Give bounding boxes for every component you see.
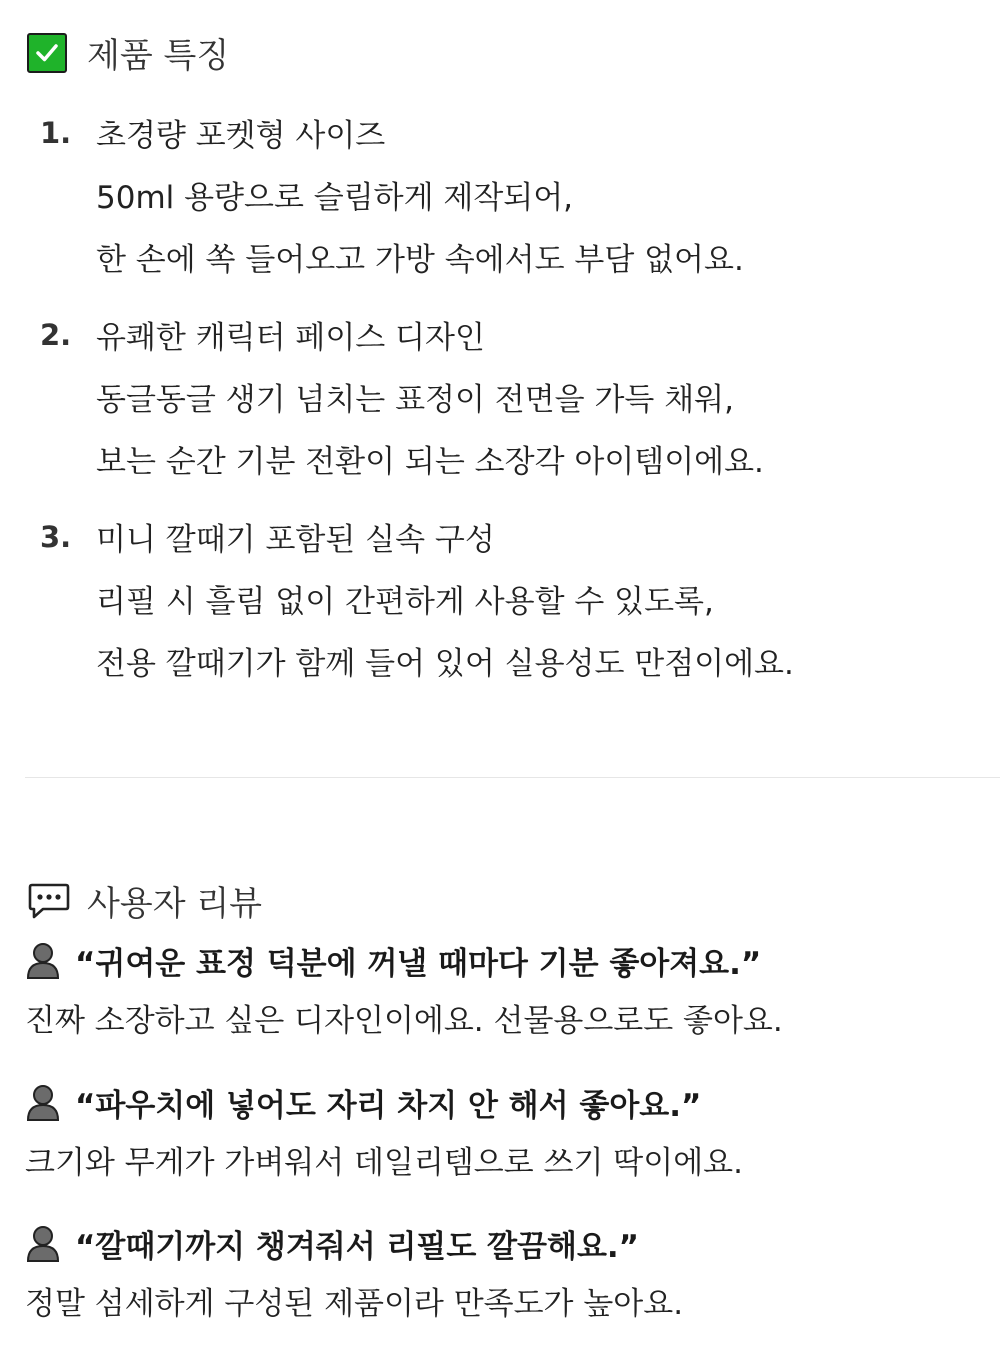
feature-description-line: 전용 깔때기가 함께 들어 있어 실용성도 만점이에요. (96, 646, 794, 682)
feature-description-line: 리필 시 흘림 없이 간편하게 사용할 수 있도록, (96, 584, 714, 620)
speech-bubble-icon (27, 881, 71, 921)
review-comment: 진짜 소장하고 싶은 디자인이에요. 선물용으로도 좋아요. (25, 1003, 783, 1039)
feature-description-line: 보는 순간 기분 전환이 되는 소장각 아이템이에요. (96, 444, 764, 480)
review-item (25, 1221, 985, 1323)
review-item (25, 1080, 985, 1182)
person-silhouette-icon (25, 1224, 61, 1262)
review-quote-row (25, 1221, 985, 1265)
feature-description-line: 한 손에 쏙 들어오고 가방 속에서도 부담 없어요. (96, 242, 744, 278)
feature-title: 초경량 포켓형 사이즈 (96, 118, 386, 154)
feature-number: 2. (40, 318, 72, 352)
review-quote-row (25, 1080, 985, 1124)
reviews-heading-text: 사용자 리뷰 (87, 884, 263, 924)
features-heading-text: 제품 특징 (87, 36, 230, 76)
feature-description-line: 50ml 용량으로 슬림하게 제작되어, (96, 180, 574, 216)
feature-title: 미니 깔때기 포함된 실속 구성 (96, 522, 495, 558)
review-comment: 크기와 무게가 가벼워서 데일리템으로 쓰기 딱이에요. (25, 1145, 743, 1181)
review-quote-row (25, 938, 985, 982)
feature-number: 3. (40, 520, 72, 554)
check-mark-button-icon (27, 33, 67, 73)
review-quote: “귀여운 표정 덕분에 꺼낼 때마다 기분 좋아져요.” (75, 945, 762, 982)
review-quote: “파우치에 넣어도 자리 차지 안 해서 좋아요.” (75, 1087, 702, 1124)
feature-number: 1. (40, 116, 72, 150)
feature-description-line: 동글동글 생기 넘치는 표정이 전면을 가득 채워, (96, 382, 734, 418)
section-divider (25, 777, 1000, 778)
review-comment: 정말 섬세하게 구성된 제품이라 만족도가 높아요. (25, 1286, 684, 1322)
reviews-heading (27, 876, 262, 925)
review-quote: “깔때기까지 챙겨줘서 리필도 깔끔해요.” (75, 1228, 640, 1265)
features-heading (27, 28, 229, 77)
review-item (25, 938, 985, 1040)
person-silhouette-icon (25, 941, 61, 979)
person-silhouette-icon (25, 1083, 61, 1121)
feature-title: 유쾌한 캐릭터 페이스 디자인 (96, 320, 485, 356)
